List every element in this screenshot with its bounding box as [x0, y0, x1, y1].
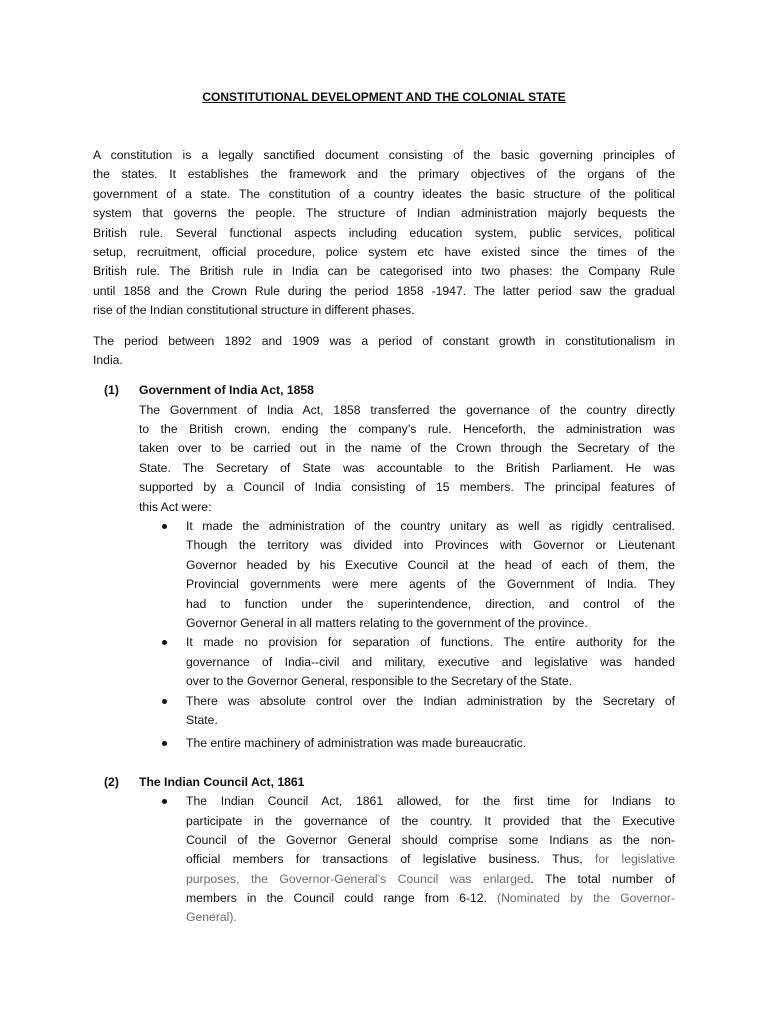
text-segment: It made the administration of the country unitary as well as rigidly centralised. — [186, 519, 675, 534]
text-line: to the British crown, ending the company’s rule. Henceforth, the administration was — [139, 422, 675, 437]
text-line — [186, 595, 675, 614]
text-line — [186, 692, 675, 711]
act-section — [104, 381, 675, 753]
text-line: until 1858 and the Crown Rule during the period 1858 -1947. The latter period saw the gradual — [93, 283, 675, 298]
text-line — [186, 614, 675, 633]
bullet-item — [186, 633, 675, 691]
bullet-item — [186, 692, 675, 731]
text-line: India. — [93, 352, 123, 367]
text-line — [186, 812, 675, 831]
bullet-icon — [162, 524, 167, 529]
text-line — [186, 556, 675, 575]
text-line — [186, 536, 675, 555]
text-segment: over to the Governor General, responsible to the Secretary of the State. — [186, 674, 573, 689]
text-line: rise of the Indian constitutional structure in different phases. — [93, 303, 415, 318]
text-line — [186, 908, 675, 927]
text-line: supported by a Council of India consisting of 15 members. The principal features of — [139, 480, 675, 495]
text-segment: Council of the Governor General should comprise some Indians as the non- — [186, 832, 675, 847]
intro-paragraphs — [93, 146, 675, 370]
section-number: (2) — [104, 774, 119, 789]
paragraph — [93, 332, 675, 371]
text-line: system that governs the people. The structure of Indian administration majorly bequests the — [93, 206, 675, 221]
section-heading — [104, 773, 675, 792]
text-line: The Government of India Act, 1858 transferred the governance of the country directly — [139, 402, 675, 417]
bullet-item — [186, 734, 675, 753]
text-line — [186, 575, 675, 594]
text-line — [186, 653, 675, 672]
bullet-icon — [162, 699, 167, 704]
text-segment: purposes, the Governor-General’s Council was enlarged — [186, 871, 531, 886]
text-segment: The entire machinery of administration was made bureaucratic. — [186, 736, 527, 751]
text-line — [186, 850, 675, 869]
document-page — [93, 88, 675, 928]
text-segment: State. — [186, 712, 218, 727]
text-line: A constitution is a legally sanctified document consisting of the basic governing principles of — [93, 148, 675, 162]
bullet-list — [186, 517, 675, 754]
text-line: setup, recruitment, official procedure, police system etc have existed since the times of the — [93, 244, 675, 259]
text-segment: (Nominated by the Governor- — [497, 891, 675, 906]
text-line: taken over to be carried out in the name of the Crown through the Secretary of the — [139, 441, 675, 456]
text-line: this Act were: — [139, 499, 212, 514]
text-line — [186, 633, 675, 652]
document-title: CONSTITUTIONAL DEVELOPMENT AND THE COLONIAL STATE — [202, 90, 566, 104]
text-line: the states. It establishes the framework and the primary objectives of the organs of the — [93, 167, 675, 182]
text-line: State. The Secretary of State was accountable to the British Parliament. He was — [139, 460, 675, 475]
text-segment: . The total number of — [530, 871, 676, 886]
bullet-icon — [162, 640, 167, 645]
text-segment: official members for transactions of legislative business. Thus, — [186, 852, 595, 867]
text-line: government of a state. The constitution of a country ideates the basic structure of the political — [93, 186, 675, 201]
section-number: (1) — [104, 383, 119, 398]
text-segment: members in the Council could range from 6-12. — [186, 891, 498, 906]
text-segment: for legislative — [594, 852, 675, 867]
bullet-icon — [162, 741, 167, 746]
section-heading-text: Government of India Act, 1858 — [139, 383, 314, 398]
text-segment: There was absolute control over the Indian administration by the Secretary of — [186, 693, 675, 708]
text-line — [186, 889, 675, 908]
text-line: British rule. The British rule in India can be categorised into two phases: the Company Rule — [93, 264, 675, 279]
text-segment: Governor headed by his Executive Council at the head of each of them, the — [186, 557, 675, 572]
section-spacer — [93, 754, 675, 773]
text-segment: governance of India--civil and military, executive and legislative was handed — [186, 654, 675, 669]
paragraph — [93, 146, 675, 321]
text-segment: It made no provision for separation of functions. The entire authority for the — [186, 635, 675, 650]
text-line: The period between 1892 and 1909 was a period of constant growth in constitutionalism in — [93, 333, 675, 348]
text-line — [186, 831, 675, 850]
text-line: British rule. Several functional aspects including education system, public services, political — [93, 225, 675, 240]
text-segment: The Indian Council Act, 1861 allowed, for the first time for Indians to — [186, 794, 675, 809]
text-segment: participate in the governance of the country. It provided that the Executive — [186, 813, 675, 828]
section-heading-text: The Indian Council Act, 1861 — [139, 774, 305, 789]
text-segment: General). — [186, 910, 237, 925]
text-segment: had to function under the superintendence, direction, and control of the — [186, 596, 675, 611]
act-sections — [93, 381, 675, 928]
text-line — [186, 734, 675, 753]
text-segment: Provincial governments were mere agents of the Government of India. They — [186, 577, 675, 592]
act-section — [104, 773, 676, 928]
text-segment: Though the territory was divided into Provinces with Governor or Lieutenant — [186, 538, 675, 553]
text-segment: Governor General in all matters relating to the government of the province. — [186, 615, 588, 630]
bullet-item — [186, 792, 675, 928]
section-heading — [104, 381, 675, 400]
bullet-list — [186, 792, 675, 928]
text-line — [186, 870, 675, 889]
bullet-icon — [162, 799, 167, 804]
bullet-item — [186, 517, 675, 633]
text-line — [186, 517, 675, 536]
text-line — [186, 792, 675, 811]
text-line — [186, 672, 675, 691]
text-line — [186, 711, 675, 730]
